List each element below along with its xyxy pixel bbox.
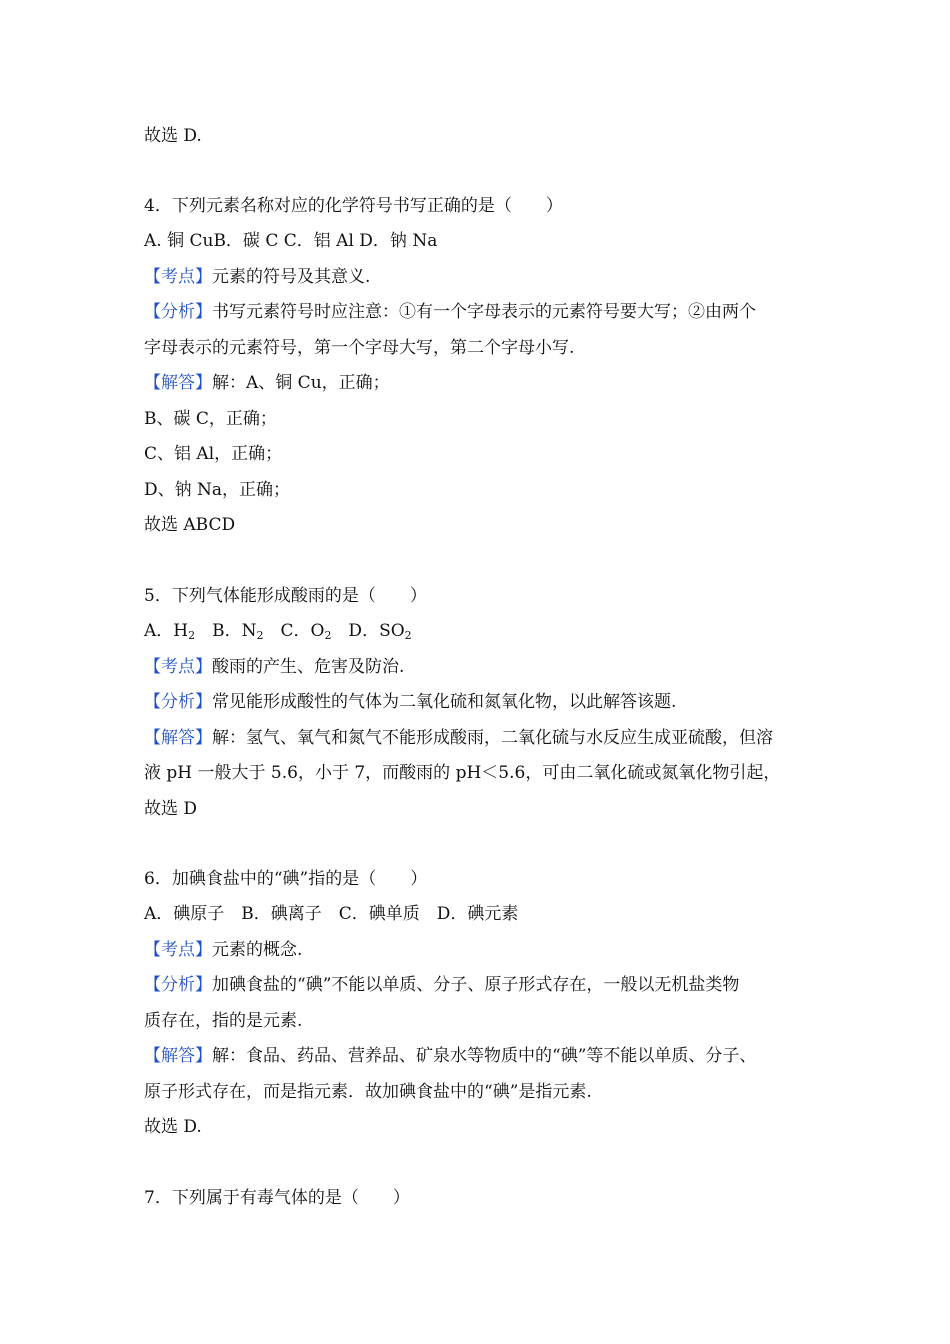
question-4-fenxi-cont: 字母表示的元素符号，第一个字母大写，第二个字母小写. <box>144 338 575 358</box>
question-4-stem: 4．下列元素名称对应的化学符号书写正确的是（ ） <box>144 196 563 216</box>
fenxi-text: 加碘食盐的“碘”不能以单质、分子、原子形式存在，一般以无机盐类物 <box>212 975 740 995</box>
question-5-fenxi <box>144 690 814 714</box>
question-6-fenxi <box>144 973 814 997</box>
question-4-jieda <box>144 371 814 395</box>
question-5-jieda <box>144 726 814 750</box>
question-6-jieda-cont: 原子形式存在，而是指元素．故加碘食盐中的“碘”是指元素. <box>144 1082 592 1102</box>
option-a-subscript: 2 <box>188 629 196 642</box>
jieda-tag: 【解答】 <box>144 373 212 393</box>
kaodian-tag: 【考点】 <box>144 940 212 960</box>
answer-line: 故选 D. <box>144 126 202 146</box>
kaodian-text: 酸雨的产生、危害及防治. <box>212 657 405 677</box>
question-4-fenxi <box>144 300 814 324</box>
question-6-jieda <box>144 1044 814 1068</box>
fenxi-tag: 【分析】 <box>144 302 212 322</box>
fenxi-text: 常见能形成酸性的气体为二氧化硫和氮氧化物，以此解答该题. <box>212 692 677 712</box>
option-a: A．H <box>144 621 189 641</box>
question-4-jieda-c: C、铝 Al，正确； <box>144 444 283 464</box>
question-6-fenxi-cont: 质存在，指的是元素. <box>144 1011 303 1031</box>
question-4-options: A. 铜 CuB．碳 C C．铝 Al D．钠 Na <box>144 231 438 251</box>
question-5-jieda-cont: 液 pH 一般大于 5.6，小于 7，而酸雨的 pH＜5.6，可由二氧化硫或氮氧化物引起， <box>144 763 781 783</box>
question-4-jieda-b: B、碳 C，正确； <box>144 409 277 429</box>
jieda-text: 解：氢气、氧气和氮气不能形成酸雨，二氧化硫与水反应生成亚硫酸，但溶 <box>212 728 773 748</box>
jieda-text: 解：食品、药品、营养品、矿泉水等物质中的“碘”等不能以单质、分子、 <box>212 1046 757 1066</box>
kaodian-tag: 【考点】 <box>144 267 212 287</box>
jieda-tag: 【解答】 <box>144 728 212 748</box>
option-b: B．N <box>195 621 257 641</box>
question-7-stem: 7．下列属于有毒气体的是（ ） <box>144 1188 410 1208</box>
fenxi-tag: 【分析】 <box>144 975 212 995</box>
question-6-stem: 6．加碘食盐中的“碘”指的是（ ） <box>144 869 428 889</box>
kaodian-text: 元素的符号及其意义. <box>212 267 371 287</box>
option-b-subscript: 2 <box>256 629 264 642</box>
question-6-kaodian <box>144 938 814 962</box>
option-d-subscript: 2 <box>404 629 412 642</box>
question-5-answer: 故选 D <box>144 799 198 819</box>
option-c: C．O <box>263 621 325 641</box>
jieda-tag: 【解答】 <box>144 1046 212 1066</box>
kaodian-tag: 【考点】 <box>144 657 212 677</box>
question-4-answer: 故选 ABCD <box>144 515 236 535</box>
question-6-options: A．碘原子 B．碘离子 C．碘单质 D．碘元素 <box>144 904 519 924</box>
question-5-kaodian <box>144 655 814 679</box>
question-4-kaodian <box>144 265 814 289</box>
fenxi-tag: 【分析】 <box>144 692 212 712</box>
question-5-options <box>144 619 814 643</box>
question-6-answer: 故选 D. <box>144 1117 202 1137</box>
jieda-text: 解：A、铜 Cu，正确； <box>212 373 390 393</box>
question-4-jieda-d: D、钠 Na，正确； <box>144 480 291 500</box>
option-c-subscript: 2 <box>324 629 332 642</box>
question-5-stem: 5．下列气体能形成酸雨的是（ ） <box>144 586 427 606</box>
kaodian-text: 元素的概念. <box>212 940 303 960</box>
fenxi-text: 书写元素符号时应注意：①有一个字母表示的元素符号要大写；②由两个 <box>212 302 756 322</box>
option-d: D．SO <box>331 621 405 641</box>
